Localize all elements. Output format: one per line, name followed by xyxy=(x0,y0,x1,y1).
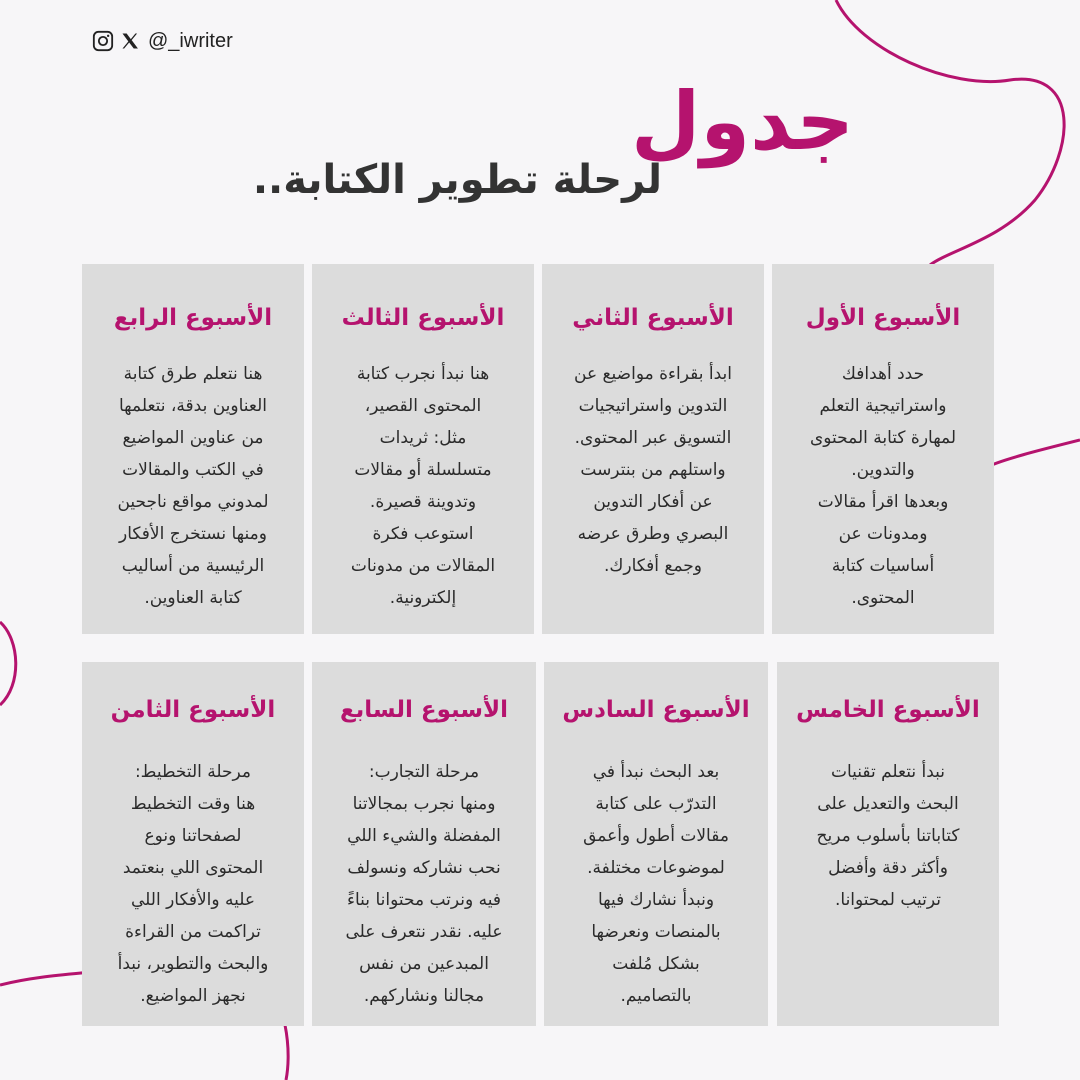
week-title: الأسبوع الثالث xyxy=(341,305,505,331)
week-card-2 xyxy=(542,264,764,634)
week-body: نبدأ نتعلم تقنيات البحث والتعديل على كتاباتنا بأسلوب مريح وأكثر دقة وأفضل ترتيب لمحتوانا. xyxy=(816,762,960,910)
page-title: جدول xyxy=(630,75,854,168)
week-title: الأسبوع الخامس xyxy=(796,697,980,723)
week-title: الأسبوع الثاني xyxy=(572,305,734,331)
week-title: الأسبوع الرابع xyxy=(113,305,273,331)
week-body: مرحلة التخطيط: هنا وقت التخطيط لصفحاتنا ونوع المحتوى اللي بنعتمد عليه والأفكار اللي تراكمت من القراءة والبحث والتطوير، نبدأ نجهز المواضيع. xyxy=(117,762,269,1006)
instagram-icon[interactable] xyxy=(92,30,114,52)
week-body: هنا نبدأ نجرب كتابة المحتوى القصير، مثل: ثريدات متسلسلة أو مقالات وتدوينة قصيرة. استوعب فكرة المقالات من مدونات إلكترونية. xyxy=(350,364,496,608)
week-body: مرحلة التجارب: ومنها نجرب بمجالاتنا المفضلة والشيء اللي نحب نشاركه ونسولف فيه ونرتب محتوانا بناءً عليه. نقدر نتعرف على المبدعين من نفس مجالنا ونشاركهم. xyxy=(345,762,503,1006)
week-card-4 xyxy=(82,264,304,634)
week-title: الأسبوع الثامن xyxy=(110,697,276,723)
week-card-6 xyxy=(544,662,768,1026)
week-title: الأسبوع الأول xyxy=(805,305,961,331)
week-card-3 xyxy=(312,264,534,634)
week-body: بعد البحث نبدأ في التدرّب على كتابة مقالات أطول وأعمق لموضوعات مختلفة. ونبدأ نشارك فيها بالمنصات ونعرضها بشكل مُلفت بالتصاميم. xyxy=(583,762,729,1006)
week-card-1 xyxy=(772,264,994,634)
week-body: هنا نتعلم طرق كتابة العناوين بدقة، نتعلمها من عناوين المواضيع في الكتب والمقالات لمدوني مواقع ناجحين ومنها نستخرج الأفكار الرئيسية من أساليب كتابة العناوين. xyxy=(117,364,269,608)
week-card-7 xyxy=(312,662,536,1026)
week-body: ابدأ بقراءة مواضيع عن التدوين واستراتيجيات التسويق عبر المحتوى. واستلهم من بنترست عن أفكار التدوين البصري وطرق عرضه وجمع أفكارك. xyxy=(574,364,732,576)
week-body: حدد أهدافك واستراتيجية التعلم لمهارة كتابة المحتوى والتدوين. وبعدها اقرأ مقالات ومدونات عن أساسيات كتابة المحتوى. xyxy=(809,364,957,608)
week-title: الأسبوع السابع xyxy=(339,697,509,723)
week-card-8 xyxy=(82,662,304,1026)
x-icon[interactable] xyxy=(120,31,140,51)
week-card-5 xyxy=(777,662,999,1026)
social-handle-bar xyxy=(92,28,233,54)
page-subtitle: لرحلة تطوير الكتابة.. xyxy=(252,157,662,203)
week-title: الأسبوع السادس xyxy=(562,697,750,723)
social-handle[interactable]: @_iwriter xyxy=(148,29,233,52)
